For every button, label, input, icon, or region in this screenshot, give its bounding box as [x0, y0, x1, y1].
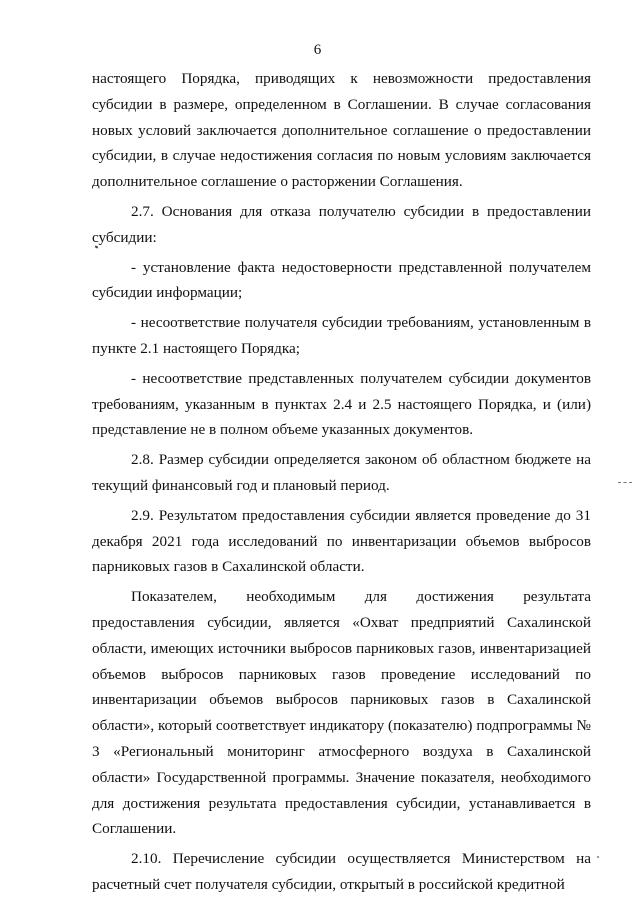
scan-margin-mark: [618, 482, 632, 484]
paragraph-2-8: 2.8. Размер субсидии определяется законом об областном бюджете на текущий финансовый год и плановый период.: [92, 451, 591, 494]
paragraph-2-7: 2.7. Основания для отказа получателю субсидии в предоставлении субсидии:: [92, 202, 591, 246]
document-body: [92, 66, 591, 902]
list-item-requirements-mismatch: - несоответствие получателя субсидии требованиям, установленным в пункте 2.1 настоящего Порядка;: [92, 314, 591, 357]
scan-speck: [597, 856, 599, 858]
list-item-documents-mismatch: - несоответствие представленных получателем субсидии документов требованиям, указанным в пунктах 2.4 и 2.5 настоящего Порядка, и (или) представление не в полном объеме указанных документов.: [92, 369, 591, 439]
paragraph-continuation: настоящего Порядка, приводящих к невозможности предоставления субсидии в размере, определенном в Соглашении. В случае согласования новых условий заключается дополнительное соглашение о предоставлении субсидии, в случае недостижения согласия по новым условиям заключается дополнительное соглашение о расторжении Соглашения.: [92, 70, 591, 191]
paragraph-2-10: 2.10. Перечисление субсидии осуществляется Министерством на расчетный счет получателя субсидии, открытый в российской кредитной: [92, 850, 591, 893]
list-item-unreliable-info: - установление факта недостоверности представленной получателем субсидии информации;: [92, 258, 591, 302]
paragraph-2-9: 2.9. Результатом предоставления субсидии является проведение до 31 декабря 2021 года исследований по инвентаризации объемов выбросов парниковых газов в Сахалинской области.: [92, 506, 591, 576]
page-number: 6: [313, 42, 322, 58]
paragraph-indicator: Показателем, необходимым для достижения результата предоставления субсидии, является «Охват предприятий Сахалинской области, имеющих источники выбросов парниковых газов, инвентаризацией объемов выбросов парниковых газов проведение исследований по инвентаризации объемов выбросов парниковых газов в Сахалинской области», который соответствует индикатору (показателю) подпрограммы № 3 «Региональный мониторинг атмосферного воздуха в Сахалинской области» Государственной программы. Значение показателя, необходимого для достижения результата предоставления субсидии, устанавливается в Соглашении.: [92, 588, 591, 838]
